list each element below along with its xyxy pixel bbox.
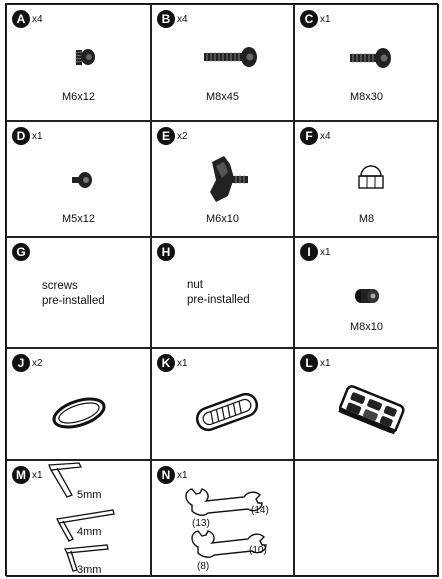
part-f-badge: F <box>300 127 318 145</box>
part-h-note-line1: nut <box>187 279 203 291</box>
part-i-qty: x1 <box>320 247 331 258</box>
part-i-size: M8x10 <box>349 321 384 333</box>
part-m-cell <box>6 460 151 577</box>
part-g-note-line2: pre-installed <box>42 295 105 307</box>
part-d-qty: x1 <box>32 131 43 142</box>
part-g-note-line1: screws <box>42 280 78 292</box>
wrench-2-right-size: (10) <box>249 545 267 556</box>
part-h-note-line2: pre-installed <box>187 294 250 306</box>
hex-key-5mm: 5mm <box>77 489 102 501</box>
part-g-cell <box>6 237 151 348</box>
part-a-qty: x4 <box>32 14 43 25</box>
short-screw-icon <box>7 5 151 121</box>
part-k-badge: K <box>157 354 175 372</box>
part-n-qty: x1 <box>177 470 188 481</box>
part-i-cell <box>294 237 439 348</box>
hex-key-3mm: 3mm <box>77 564 102 576</box>
part-l-qty: x1 <box>320 358 331 369</box>
hex-keys-icon <box>7 461 151 577</box>
part-e-badge: E <box>157 127 175 145</box>
part-k-cell <box>151 348 294 460</box>
part-l-badge: L <box>300 354 318 372</box>
part-m-qty: x1 <box>32 470 43 481</box>
part-j-qty: x2 <box>32 358 43 369</box>
part-e-size: M6x10 <box>205 213 240 225</box>
part-e-qty: x2 <box>177 131 188 142</box>
part-h-badge: H <box>157 243 175 261</box>
part-d-cell <box>6 121 151 237</box>
wrench-1-right-size: (14) <box>251 505 269 516</box>
part-f-qty: x4 <box>320 131 331 142</box>
part-n-badge: N <box>157 466 175 484</box>
part-a-size: M6x12 <box>61 91 96 103</box>
part-a-badge: A <box>12 10 30 28</box>
part-c-cell <box>294 4 439 121</box>
part-c-qty: x1 <box>320 14 331 25</box>
mounting-plate-icon <box>295 349 439 460</box>
open-end-wrenches-icon <box>152 461 294 577</box>
part-k-qty: x1 <box>177 358 188 369</box>
part-d-badge: D <box>12 127 30 145</box>
part-m-badge: M <box>12 466 30 484</box>
part-j-badge: J <box>12 354 30 372</box>
medium-screw-icon <box>295 5 439 121</box>
part-f-cell <box>294 121 439 237</box>
long-screw-icon <box>152 5 294 121</box>
hex-key-4mm: 4mm <box>77 526 102 538</box>
part-a-cell <box>6 4 151 121</box>
part-i-badge: I <box>300 243 318 261</box>
part-l-cell <box>294 348 439 460</box>
part-d-size: M5x12 <box>61 213 96 225</box>
ribbed-strap-icon <box>152 349 294 460</box>
part-h-cell <box>151 237 294 348</box>
part-b-size: M8x45 <box>205 91 240 103</box>
part-g-badge: G <box>12 243 30 261</box>
part-n-cell <box>151 460 294 577</box>
loop-strap-icon <box>7 349 151 460</box>
wrench-1-left-size: (13) <box>192 518 210 529</box>
part-b-badge: B <box>157 10 175 28</box>
part-e-cell <box>151 121 294 237</box>
empty-cell <box>294 460 439 577</box>
part-j-cell <box>6 348 151 460</box>
part-c-size: M8x30 <box>349 91 384 103</box>
parts-grid <box>5 3 438 576</box>
part-b-qty: x4 <box>177 14 188 25</box>
part-b-cell <box>151 4 294 121</box>
wrench-2-left-size: (8) <box>197 561 210 572</box>
part-f-size: M8 <box>358 213 375 225</box>
part-c-badge: C <box>300 10 318 28</box>
